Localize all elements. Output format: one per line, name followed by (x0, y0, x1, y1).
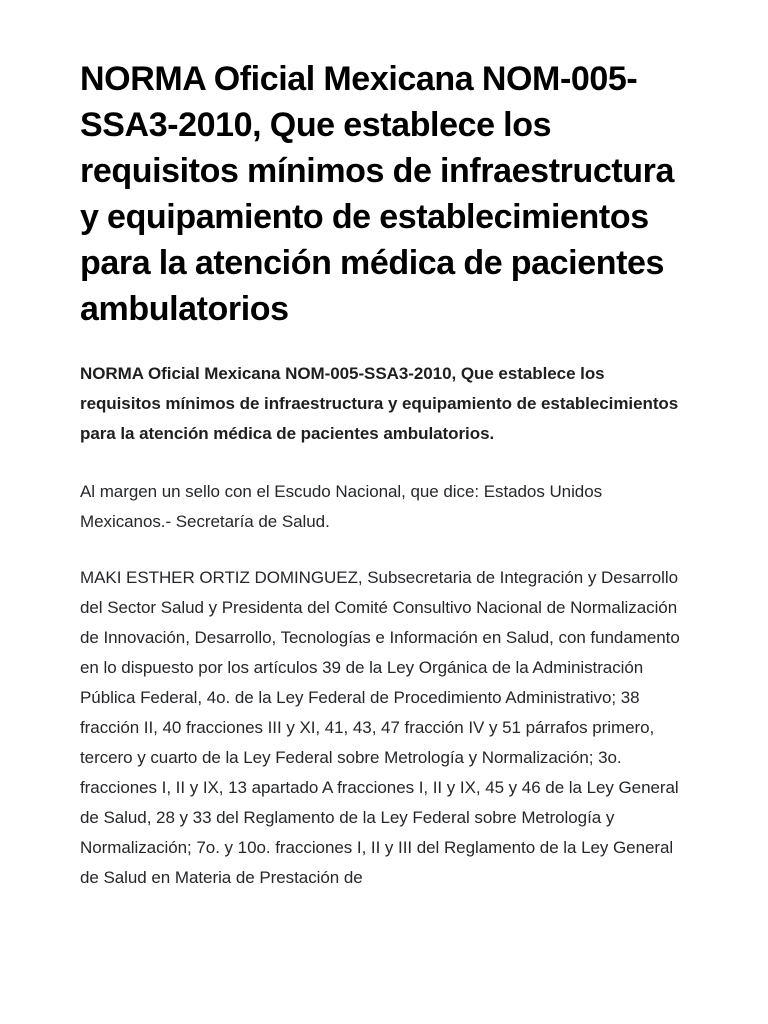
body-paragraph-2: MAKI ESTHER ORTIZ DOMINGUEZ, Subsecretaria de Integración y Desarrollo del Sector Salud y Presidenta del Comité Consultivo Nacional de Normalización de Innovación, Desarrollo, Tecnologías e Información en Salud, con fundamento en lo dispuesto por los artículos 39 de la Ley Orgánica de la Administración Pública Federal, 4o. de la Ley Federal de Procedimiento Administrativo; 38 fracción II, 40 fracciones III y XI, 41, 43, 47 fracción IV y 51 párrafos primero, tercero y cuarto de la Ley Federal sobre Metrología y Normalización; 3o. fracciones I, II y IX, 13 apartado A fracciones I, II y IX, 45 y 46 de la Ley General de Salud, 28 y 33 del Reglamento de la Ley Federal sobre Metrología y Normalización; 7o. y 10o. fracciones I, II y III del Reglamento de la Ley General de Salud en Materia de Prestación de (80, 568, 680, 887)
body-paragraph-1: Al margen un sello con el Escudo Nacional, que dice: Estados Unidos Mexicanos.- Secretaría de Salud. (80, 482, 603, 531)
page-title: NORMA Oficial Mexicana NOM-005-SSA3-2010, Que establece los requisitos mínimos de infraestructura y equipamiento de establecimientos para la atención médica de pacientes ambulatorios (80, 60, 674, 328)
document-lede: NORMA Oficial Mexicana NOM-005-SSA3-2010, Que establece los requisitos mínimos de infraestructura y equipamiento de establecimientos para la atención médica de pacientes ambulatorios. (80, 364, 679, 443)
